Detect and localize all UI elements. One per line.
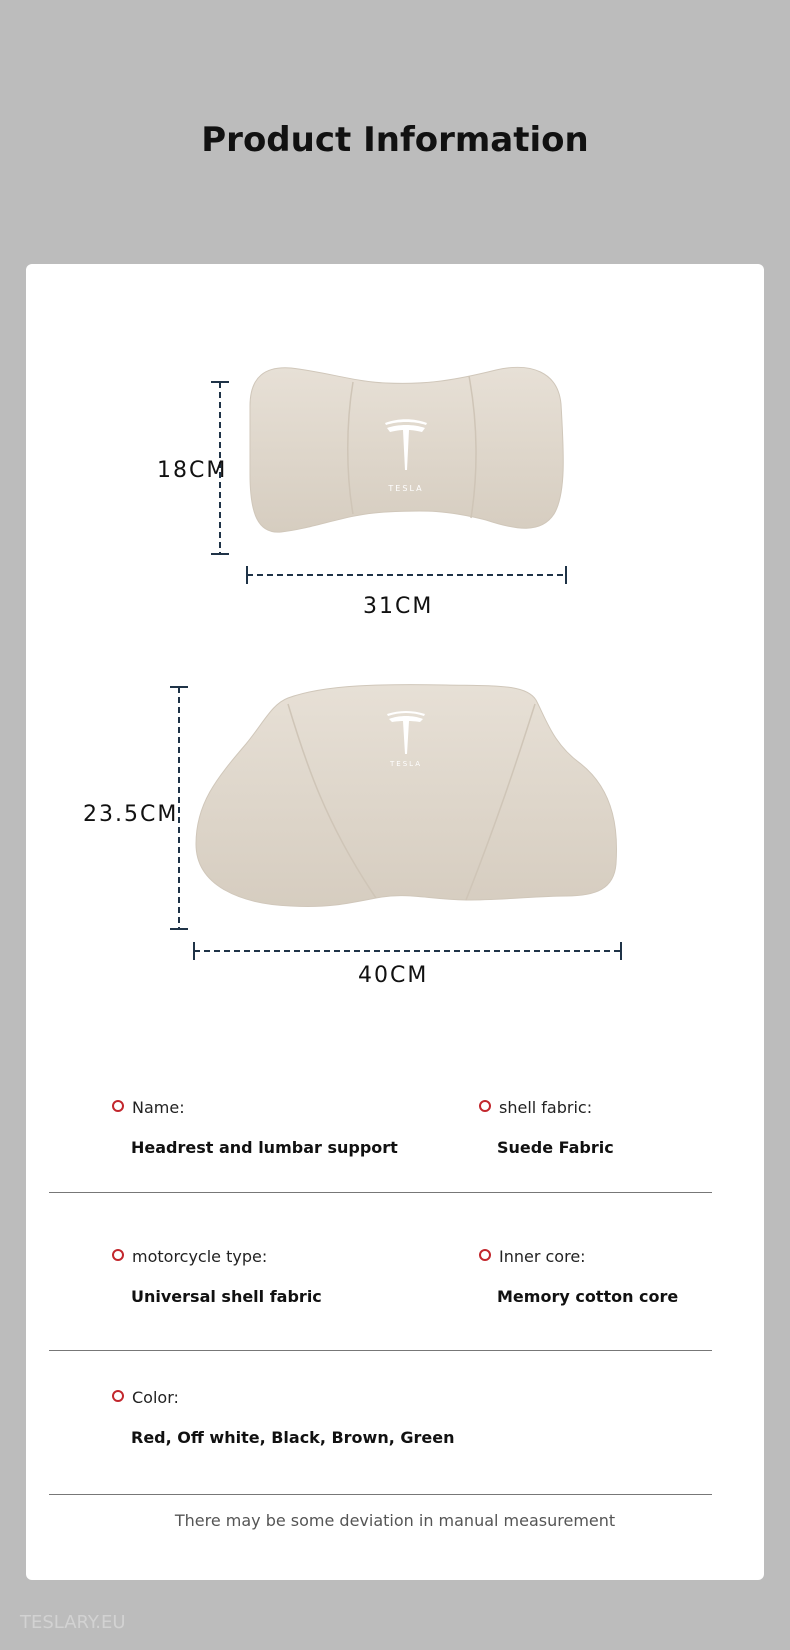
product-info-card <box>26 264 764 1580</box>
spec-label-motorcycle-type: motorcycle type: <box>112 1247 267 1266</box>
spec-value-inner-core: Memory cotton core <box>497 1287 679 1306</box>
bullet-icon <box>112 1100 124 1112</box>
measurement-disclaimer: There may be some deviation in manual measurement <box>174 1511 616 1530</box>
watermark: TESLARY.EU <box>20 1612 126 1633</box>
logo-wordmark: TESLA <box>390 760 422 768</box>
lumbar-width-dimension <box>194 942 621 960</box>
headrest-height-label: 18CM <box>157 458 228 483</box>
page-title: Product Information <box>201 120 589 160</box>
lumbar-height-label: 23.5CM <box>83 802 179 827</box>
headrest-width-label: 31CM <box>363 594 434 619</box>
divider <box>49 1494 712 1495</box>
spec-value-motorcycle-type: Universal shell fabric <box>131 1287 322 1306</box>
logo-wordmark: TESLA <box>388 484 424 493</box>
lumbar-width-label: 40CM <box>358 963 429 988</box>
headrest-figure <box>26 264 764 984</box>
spec-label-color: Color: <box>112 1388 179 1407</box>
spec-value-name: Headrest and lumbar support <box>131 1138 398 1157</box>
spec-label-inner-core: Inner core: <box>479 1247 586 1266</box>
spec-label-shell-fabric: shell fabric: <box>479 1098 592 1117</box>
headrest-width-dimension <box>247 566 566 584</box>
bullet-icon <box>479 1249 491 1261</box>
spec-value-shell-fabric: Suede Fabric <box>497 1138 614 1157</box>
bullet-icon <box>112 1390 124 1402</box>
spec-label-name: Name: <box>112 1098 185 1117</box>
spec-value-color: Red, Off white, Black, Brown, Green <box>131 1428 455 1447</box>
bullet-icon <box>479 1100 491 1112</box>
divider <box>49 1192 712 1193</box>
divider <box>49 1350 712 1351</box>
bullet-icon <box>112 1249 124 1261</box>
